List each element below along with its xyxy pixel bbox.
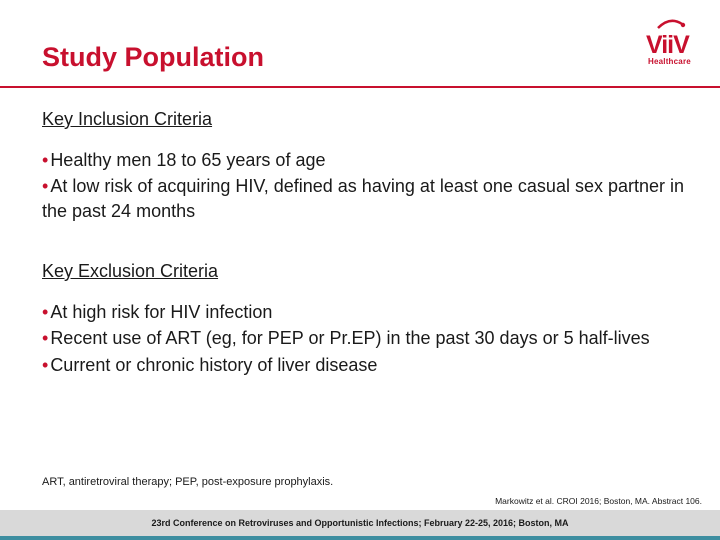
inclusion-item: • Healthy men 18 to 65 years of age (42, 150, 326, 170)
bullet-icon: • (42, 150, 49, 170)
exclusion-heading: Key Exclusion Criteria (42, 261, 219, 281)
bullet-icon: • (42, 355, 49, 375)
logo-subtitle: Healthcare (648, 57, 691, 66)
bullet-icon: • (42, 302, 49, 322)
bullet-icon: • (42, 176, 49, 196)
inclusion-heading: Key Inclusion Criteria (42, 109, 213, 129)
citation-footnote: Markowitz et al. CROI 2016; Boston, MA. Abstract 106. (495, 496, 702, 506)
footer-accent-line (0, 536, 720, 540)
title-divider (0, 86, 720, 88)
exclusion-item: • At high risk for HIV infection (42, 302, 273, 322)
conference-footer: 23rd Conference on Retroviruses and Opportunistic Infections; February 22-25, 2016; Boston, MA (151, 518, 569, 528)
abbreviations-footnote: ART, antiretroviral therapy; PEP, post-exposure prophylaxis. (42, 476, 334, 488)
exclusion-item: • Recent use of ART (eg, for PEP or Pr.EP) in the past 30 days or 5 half-lives (42, 328, 650, 348)
logo-wordmark: ViiV (646, 31, 689, 59)
bullet-icon: • (42, 328, 49, 348)
slide-title: Study Population (42, 42, 264, 72)
inclusion-item: • At low risk of acquiring HIV, defined as having at least one casual sex partner in the past 24 months (42, 176, 685, 221)
exclusion-item: • Current or chronic history of liver disease (42, 355, 378, 375)
inclusion-list (42, 146, 702, 224)
exclusion-list (42, 298, 702, 379)
